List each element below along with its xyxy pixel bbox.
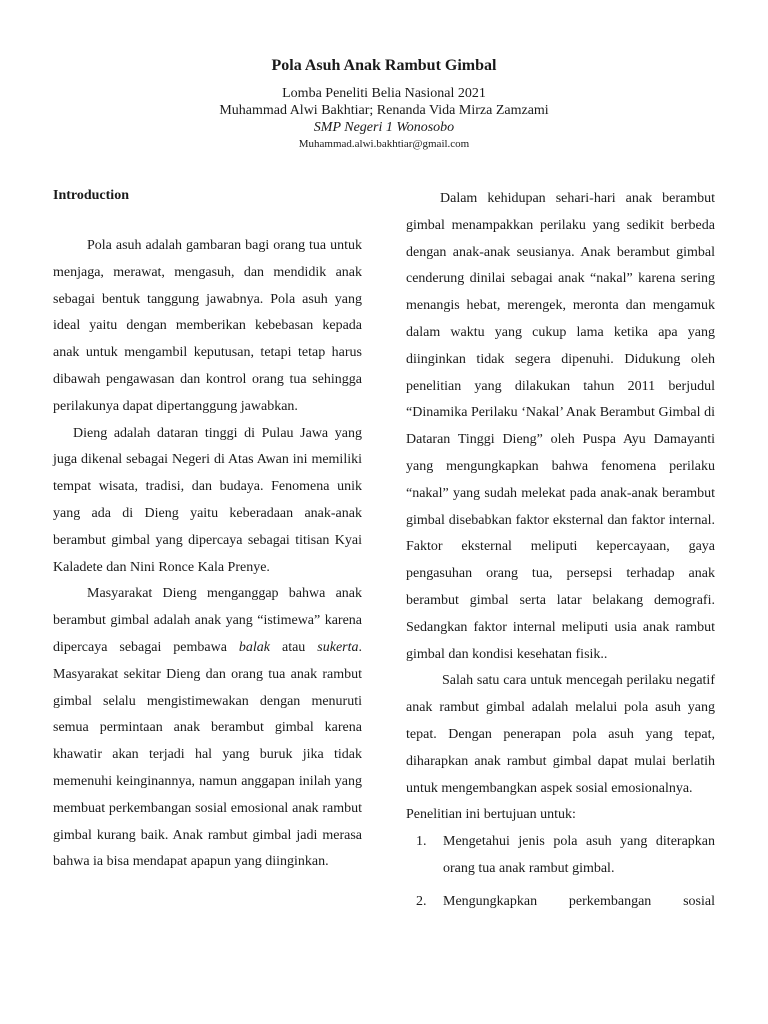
- list-number: 1.: [416, 834, 427, 850]
- list-item: [406, 829, 715, 883]
- paragraph-text: Masyarakat Dieng menganggap bahwa anak berambut gimbal adalah anak yang “istimewa” karena dipercaya sebagai pembawa: [53, 586, 362, 655]
- paragraph-text: . Masyarakat sekitar Dieng dan orang tua anak rambut gimbal selalu mengistimewakan dengan menuruti semua permintaan anak berambut gimbal karena khawatir akan terjadi hal yang buruk jika tidak memenuhi keinginannya, namun anggapan inilah yang membuat perkembangan sosial emosional anak rambut gimbal kurang baik. Anak rambut gimbal jadi merasa bahwa ia bisa mendapat apapun yang diinginkan.: [53, 639, 362, 870]
- goals-intro: Penelitian ini bertujuan untuk:: [406, 807, 576, 823]
- italic-term-sukerta: sukerta: [317, 639, 359, 655]
- paragraph-pola-asuh: Pola asuh adalah gambaran bagi orang tua untuk menjaga, merawat, mengasuh, dan mendidik anak sebagai bentuk tanggung jawabnya. Pola asuh yang ideal yaitu dengan memberikan kebebasan kepada anak untuk mengambil keputusan, tetapi tetap harus dibawah pengawasan dan kontrol orang tua sehingga perilakunya dapat dipertanggung jawabkan.: [53, 238, 362, 414]
- paragraph-mencegah-perilaku: Salah satu cara untuk mencegah perilaku negatif anak rambut gimbal adalah melalui pola asuh yang tepat. Dengan penerapan pola asuh yang tepat, diharapkan anak rambut gimbal dapat mulai berlatih untuk mengembangkan aspek sosial emosionalnya.: [406, 673, 715, 796]
- italic-term-balak: balak: [238, 639, 271, 655]
- right-column: [406, 186, 715, 922]
- paragraph-masyarakat-dieng: [53, 581, 362, 876]
- paragraph-dieng: Dieng adalah dataran tinggi di Pulau Jawa yang juga dikenal sebagai Negeri di Atas Awan ini memiliki tempat wisata, tradisi, dan budaya. Fenomena unik yang ada di Dieng yaitu keberadaan anak-anak berambut gimbal yang dipercaya sebagai titisan Kyai Kaladete dan Nini Ronce Kala Prenye.: [53, 425, 362, 575]
- section-heading-introduction: Introduction: [53, 188, 129, 203]
- author-email: Muhammad.alwi.bakhtiar@gmail.com: [298, 138, 470, 150]
- paragraph-kehidupan-sehari-hari: Dalam kehidupan sehari-hari anak berambut gimbal menampakkan perilaku yang sedikit berbeda dengan anak-anak seusianya. Anak berambut gimbal cenderung dinilai sebagai anak “nakal” karena sering menangis hebat, merengek, meronta dan mengamuk dalam waktu yang cukup lama ketika apa yang diinginkan tidak segera dipenuhi. Didukung oleh penelitian yang dilakukan tahun 2011 berjudul “Dinamika Perilaku ‘Nakal’ Anak Berambut Gimbal di Dataran Tinggi Dieng” oleh Puspa Ayu Damayanti yang mengungkapkan bahwa fenomena perilaku “nakal” yang sudah melekat pada anak-anak berambut gimbal disebabkan faktor eksternal dan faktor internal. Faktor eksternal meliputi kepercayaan, gaya pengasuhan orang tua, persepsi terhadap anak berambut gimbal serta latar belakang demografi. Sedangkan faktor internal meliputi usia anak rambut gimbal dan kondisi kesehatan fisik..: [406, 191, 715, 662]
- competition-name: Lomba Peneliti Belia Nasional 2021: [282, 86, 486, 101]
- author-names: Muhammad Alwi Bakhtiar; Renanda Vida Mirza Zamzami: [219, 103, 549, 118]
- list-number: 2.: [416, 893, 427, 909]
- list-item-text: Mengetahui jenis pola asuh yang diterapkan orang tua anak rambut gimbal.: [443, 834, 715, 876]
- paper-header: [0, 56, 768, 151]
- left-column: [53, 186, 362, 876]
- paragraph-text: atau: [270, 639, 318, 655]
- paper-title: Pola Asuh Anak Rambut Gimbal: [271, 57, 497, 74]
- school-name: SMP Negeri 1 Wonosobo: [313, 120, 455, 135]
- list-item: [406, 889, 715, 916]
- goals-list: [406, 829, 715, 915]
- list-item-text: Mengungkapkan perkembangan sosial: [443, 893, 715, 909]
